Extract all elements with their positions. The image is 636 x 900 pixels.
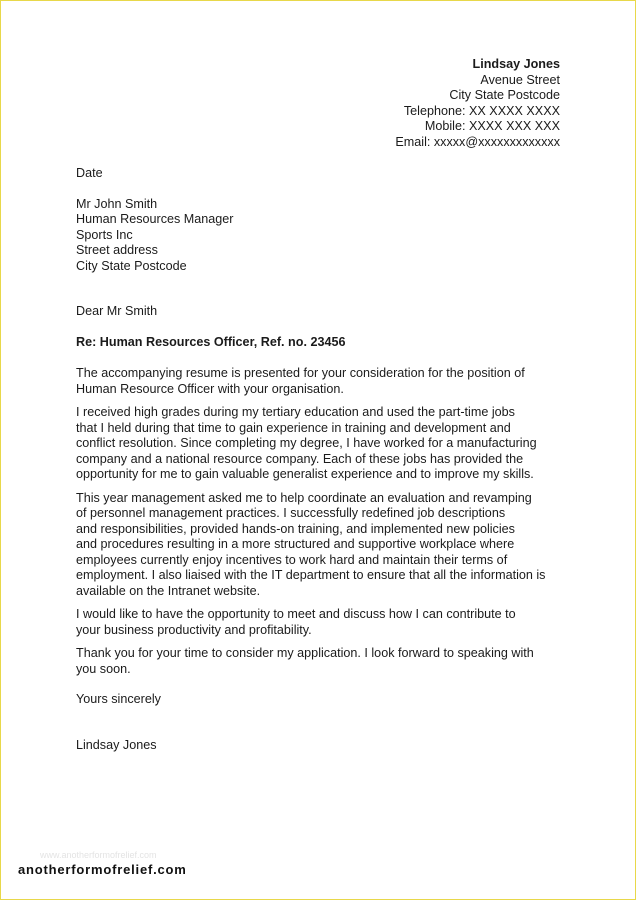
paragraph-experience [76, 491, 560, 600]
paragraph-line: opportunity for me to gain valuable generalist experience and to improve my skills. [76, 467, 534, 481]
letter-date: Date [76, 166, 103, 180]
sender-name: Lindsay Jones [472, 57, 560, 71]
paragraph-line: of personnel management practices. I successfully redefined job descriptions [76, 506, 506, 520]
cover-letter [76, 57, 560, 753]
recipient-name: Mr John Smith [76, 196, 158, 211]
paragraph-line: employees currently enjoy incentives to work hard and maintain their terms of [76, 552, 508, 567]
site-credit: anotherformofrelief.com [18, 862, 187, 877]
paragraph-line: conflict resolution. Since completing my degree, I have worked for a manufacturing [76, 436, 537, 450]
paragraph-line: Human Resource Officer with your organisation. [76, 381, 344, 396]
sender-street: Avenue Street [480, 72, 560, 87]
paragraph-intro [76, 366, 560, 397]
paragraph-opportunity [76, 607, 560, 638]
paragraph-line: company and a national resource company. Each of these jobs has provided the [76, 451, 524, 466]
paragraph-line: available on the Intranet website. [76, 583, 261, 598]
paragraph-line: your business productivity and profitability. [76, 622, 312, 637]
paragraph-line: The accompanying resume is presented for your consideration for the position of [76, 366, 525, 380]
closing: Yours sincerely [76, 692, 161, 706]
sender-telephone: Telephone: XX XXXX XXXX [403, 103, 560, 118]
sender-mobile: Mobile: XXXX XXX XXX [424, 119, 560, 133]
paragraph-thanks [76, 646, 560, 677]
recipient-title: Human Resources Manager [76, 212, 234, 226]
paragraph-line: This year management asked me to help coordinate an evaluation and revamping [76, 490, 532, 505]
watermark: www.anotherformofrelief.com [40, 850, 157, 860]
subject-line: Re: Human Resources Officer, Ref. no. 23456 [76, 334, 346, 349]
signature-name: Lindsay Jones [76, 737, 157, 752]
recipient-address-block [76, 197, 560, 275]
sender-address-block [76, 57, 560, 150]
paragraph-line: you soon. [76, 661, 131, 676]
paragraph-education [76, 405, 560, 483]
recipient-street: Street address [76, 243, 158, 257]
sender-city: City State Postcode [449, 88, 560, 102]
paragraph-line: employment. I also liaised with the IT department to ensure that all the information is [76, 568, 546, 582]
paragraph-line: I received high grades during my tertiary education and used the part-time jobs [76, 405, 515, 419]
paragraph-line: I would like to have the opportunity to meet and discuss how I can contribute to [76, 607, 516, 621]
paragraph-line: Thank you for your time to consider my application. I look forward to speaking with [76, 646, 534, 660]
salutation: Dear Mr Smith [76, 304, 158, 318]
recipient-company: Sports Inc [76, 227, 133, 242]
paragraph-line: and procedures resulting in a more structured and supportive workplace where [76, 537, 515, 551]
paragraph-line: that I held during that time to gain experience in training and development and [76, 420, 511, 435]
paragraph-line: and responsibilities, provided hands-on training, and implemented new policies [76, 521, 515, 536]
recipient-city: City State Postcode [76, 258, 187, 273]
sender-email: Email: xxxxx@xxxxxxxxxxxxx [395, 134, 560, 149]
